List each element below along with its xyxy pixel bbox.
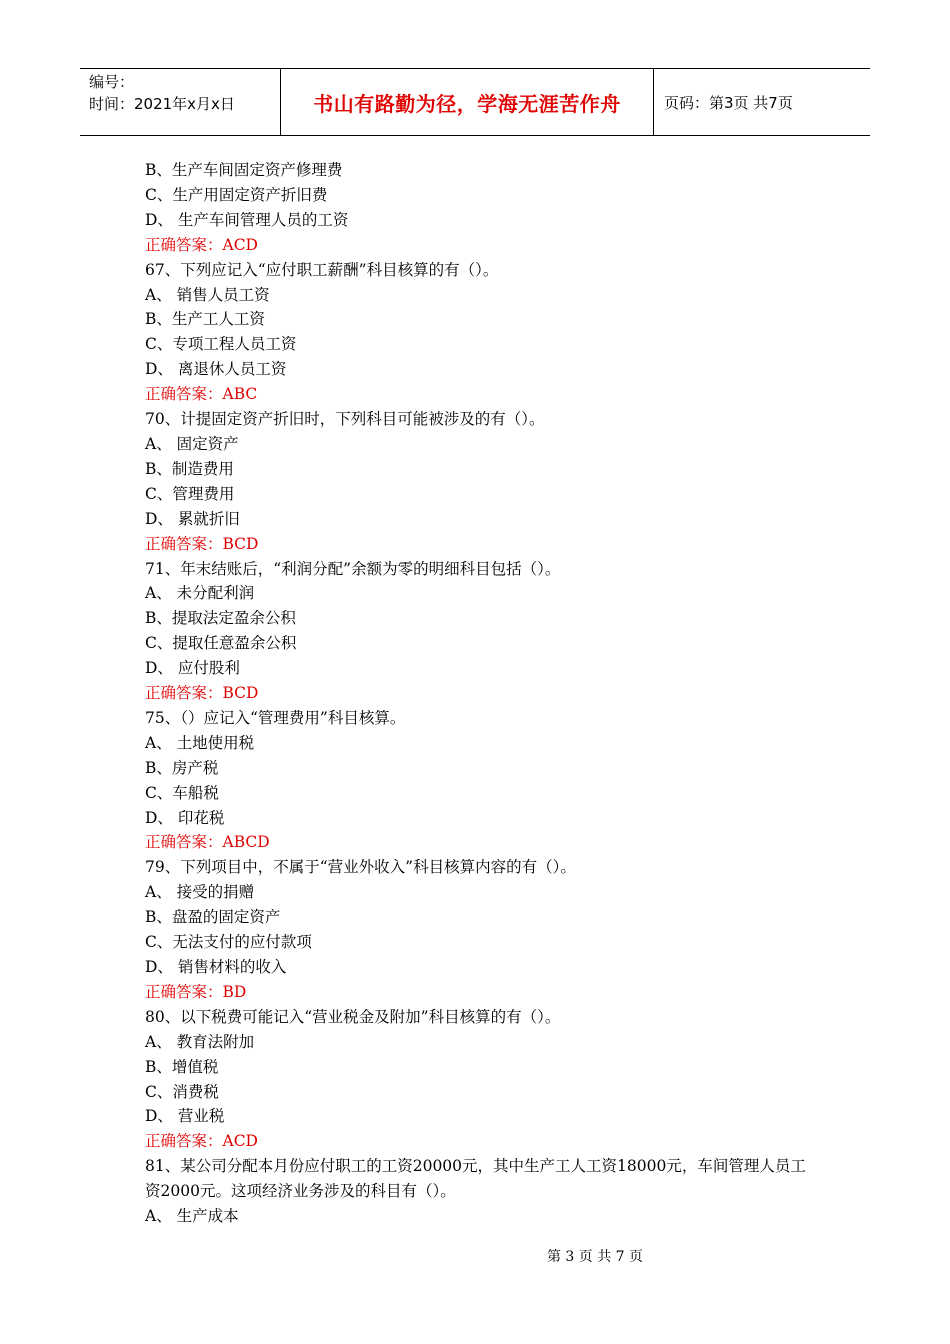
page-header <box>80 68 870 136</box>
question-line: 75、（）应记入“管理费用”科目核算。 <box>145 708 406 727</box>
option-line: C、专项工程人员工资 <box>145 335 297 354</box>
answer-line: 正确答案：ABC <box>145 385 258 404</box>
option-line: A、 生产成本 <box>145 1207 239 1226</box>
option-line: A、 固定资产 <box>145 434 239 453</box>
time-label: 时间：2021年x月x日 <box>89 95 235 113</box>
question-line: 80、以下税费可能记入“营业税金及附加”科目核算的有（）。 <box>145 1007 561 1026</box>
answer-line: 正确答案：BCD <box>145 684 259 703</box>
question-line: 67、下列应记入“应付职工薪酬”科目核算的有（）。 <box>145 260 499 279</box>
answer-line: 正确答案：ABCD <box>145 833 270 852</box>
header-meta <box>80 69 281 135</box>
answer-line: 正确答案：ACD <box>145 235 258 254</box>
number-label: 编号： <box>89 73 135 91</box>
option-line: D、 应付股利 <box>145 659 240 678</box>
option-line: D、 印花税 <box>145 808 225 827</box>
option-line: B、制造费用 <box>145 459 234 478</box>
option-line: B、生产车间固定资产修理费 <box>145 161 343 179</box>
option-line: D、 营业税 <box>145 1107 225 1126</box>
answer-line: 正确答案：BD <box>145 982 247 1001</box>
option-line: B、增值税 <box>145 1057 219 1076</box>
option-line: A、 土地使用税 <box>145 733 255 752</box>
option-line: A、 未分配利润 <box>145 584 255 603</box>
footer-page-number: 第 3 页 共 7 页 <box>546 1249 644 1265</box>
header-motto-cell <box>281 69 654 135</box>
option-line: D、 离退休人员工资 <box>145 360 287 379</box>
option-line: A、 接受的捐赠 <box>145 883 255 902</box>
question-line: 79、下列项目中，不属于“营业外收入”科目核算内容的有（）。 <box>145 858 576 877</box>
option-line: B、生产工人工资 <box>145 310 265 329</box>
option-line: C、管理费用 <box>145 484 235 503</box>
question-line: 81、某公司分配本月份应付职工的工资20000元，其中生产工人工资18000元，车间管理人员工资2000元。这项经济业务涉及的科目有（）。 <box>145 1157 806 1201</box>
page-footer <box>0 1246 950 1266</box>
header-page-info-cell <box>654 69 870 135</box>
option-line: C、车船税 <box>145 783 219 802</box>
option-line: C、生产用固定资产折旧费 <box>145 185 328 204</box>
option-line: D、 销售材料的收入 <box>145 958 287 976</box>
option-line: B、房产税 <box>145 758 219 777</box>
option-line: D、 生产车间管理人员的工资 <box>145 210 349 229</box>
option-line: C、消费税 <box>145 1082 219 1101</box>
option-line: C、无法支付的应付款项 <box>145 933 312 952</box>
option-line: D、 累就折旧 <box>145 509 240 528</box>
option-line: B、盘盈的固定资产 <box>145 908 281 927</box>
header-page-info: 页码：第3页 共7页 <box>664 93 793 112</box>
option-line: A、 销售人员工资 <box>145 285 270 304</box>
question-line: 70、计提固定资产折旧时，下列科目可能被涉及的有（）。 <box>145 410 545 429</box>
document-body <box>145 158 815 1229</box>
answer-line: 正确答案：ACD <box>145 1132 258 1151</box>
option-line: B、提取法定盈余公积 <box>145 609 296 628</box>
option-line: A、 教育法附加 <box>145 1032 255 1051</box>
option-line: C、提取任意盈余公积 <box>145 634 297 653</box>
header-motto: 书山有路勤为径，学海无涯苦作舟 <box>313 91 621 116</box>
question-line: 71、年末结账后，“利润分配”余额为零的明细科目包括（）。 <box>145 559 561 578</box>
answer-line: 正确答案：BCD <box>145 534 259 553</box>
